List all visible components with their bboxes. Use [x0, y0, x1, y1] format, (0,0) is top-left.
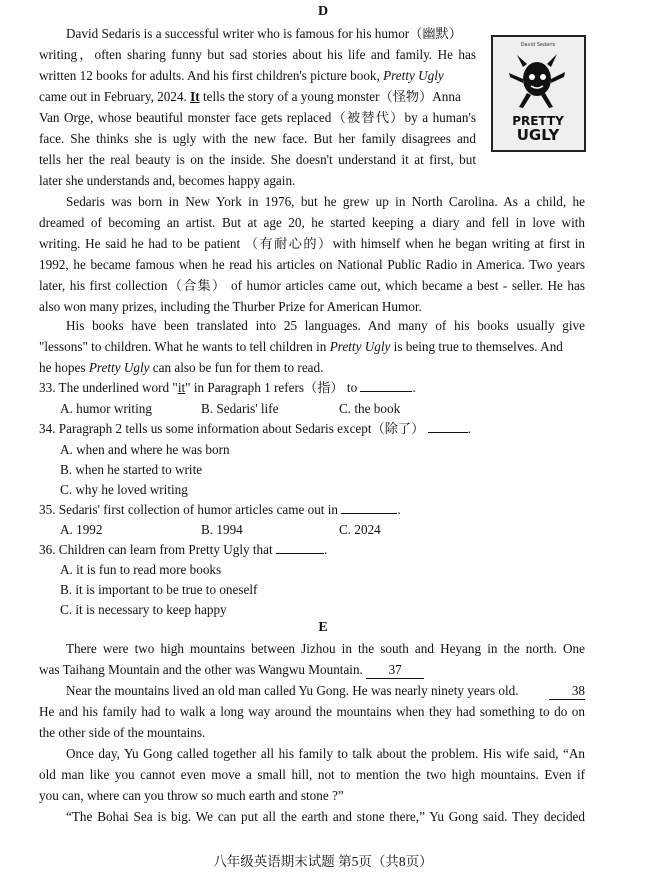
d-p2-line4: 1992, he became famous when he read his articles on National Public Radio in America. Two years	[39, 257, 585, 272]
e-p3-line1: Once day, Yu Gong called together all his family to talk about the problem. His wife said, “An	[66, 746, 585, 761]
d-p2-line1: Sedaris was born in New York in 1976, but he grew up in North Carolina. As a child, he	[66, 194, 585, 209]
d-p1-line4-rest: tells the story of a young monster（怪物）Anna	[199, 89, 461, 104]
d-p1-line4-text: came out in February, 2024.	[39, 89, 191, 104]
d-p3-line2-rest: is being true to themselves. And	[390, 339, 563, 354]
e-p1-line2-text: was Taihang Mountain and the other was Wangwu Mountain.	[39, 662, 363, 677]
d-p1-book-title: Pretty Ugly	[383, 68, 444, 83]
e-p3-line3: you can, where can you throw so much earth and stone ?”	[39, 788, 344, 803]
e-p3-line2: old man like you cannot even move a small hill, not to mention the two high mountains. Even if	[39, 767, 585, 782]
q33-answer-blank[interactable]	[360, 380, 412, 392]
book-cover-title-line1: PRETTY	[512, 114, 564, 128]
q36-option-b[interactable]: B. it is important to be true to oneself	[60, 582, 258, 597]
q33-stem-b: " in Paragraph 1 refers（指） to	[185, 380, 358, 395]
d-p2-line5: later, his first collection（合集） of humor articles came out, which became a best - seller. He has	[39, 278, 585, 293]
d-p1-line4	[39, 89, 461, 105]
book-cover-illustration	[493, 37, 584, 150]
question-35-stem: 35. Sedaris' first collection of humor articles came out in .	[39, 502, 401, 517]
d-p3-book-title-2: Pretty Ugly	[88, 360, 150, 375]
blank-38[interactable]: 38	[549, 683, 585, 700]
d-p2-line3: writing. He said he had to be patient （有耐心的）with himself when he began writing at first in	[39, 236, 585, 251]
q35-option-a[interactable]: A. 1992	[60, 522, 103, 537]
d-p1-line6: face. She thinks she is ugly with the new face. But her family disagrees and	[39, 131, 476, 146]
q35-stem-text: 35. Sedaris' first collection of humor articles came out in	[39, 502, 339, 517]
q35-option-c[interactable]: C. 2024	[339, 522, 381, 537]
book-cover-title-line2: UGLY	[516, 126, 560, 144]
q35-answer-blank[interactable]	[341, 502, 397, 514]
question-36-stem: 36. Children can learn from Pretty Ugly that .	[39, 542, 328, 557]
e-p2-line1	[66, 683, 585, 700]
d-p2-line2: dreamed of becoming an artist. But at age 20, he started keeping a diary and fell in love with	[39, 215, 585, 230]
d-p1-line1: David Sedaris is a successful writer who is famous for his humor（幽默）	[66, 26, 462, 41]
q34-option-b[interactable]: B. when he started to write	[60, 462, 203, 477]
q33-stem-a: 33. The underlined word "	[39, 380, 178, 395]
e-p1-line1: There were two high mountains between Jizhou in the south and Heyang in the north. One	[66, 641, 585, 656]
d-p1-line2: writing，often sharing funny but sad stories about his life and family. He has	[39, 47, 476, 62]
q33-option-c[interactable]: C. the book	[339, 401, 401, 416]
book-cover-image	[491, 35, 586, 152]
q35-option-b[interactable]: B. 1994	[201, 522, 243, 537]
d-p3-line2	[39, 339, 585, 355]
page-footer: 八年级英语期末试题 第5页（共8页）	[213, 854, 433, 869]
d-p3-line3	[39, 360, 323, 376]
blank-37[interactable]: 37	[366, 662, 424, 679]
q33-option-a[interactable]: A. humor writing	[60, 401, 152, 416]
e-p1-line2	[39, 662, 424, 679]
d-p3-line3-rest: can also be fun for them to read.	[149, 360, 324, 375]
q34-option-a[interactable]: A. when and where he was born	[60, 442, 230, 457]
book-cover-author: David Sedaris	[520, 42, 556, 48]
d-p1-line7: tells her the real beauty is on the inside. She doesn't understand it at first, but	[39, 152, 476, 167]
d-p3-book-title: Pretty Ugly	[329, 339, 391, 354]
d-p3-line1: His books have been translated into 25 languages. And many of his books usually give	[66, 318, 585, 333]
q33-option-b[interactable]: B. Sedaris' life	[201, 401, 279, 416]
q36-option-c[interactable]: C. it is necessary to keep happy	[60, 602, 227, 617]
q34-option-c[interactable]: C. why he loved writing	[60, 482, 188, 497]
q36-stem-text: 36. Children can learn from Pretty Ugly that	[39, 542, 273, 557]
question-34-stem: 34. Paragraph 2 tells us some information about Sedaris except（除了） .	[39, 421, 471, 436]
d-p3-line3-text: he hopes	[39, 360, 89, 375]
q36-answer-blank[interactable]	[276, 542, 324, 554]
e-p2-line3: the other side of the mountains.	[39, 725, 206, 740]
q34-answer-blank[interactable]	[428, 421, 468, 433]
d-p1-underlined-it: It	[190, 89, 200, 104]
d-p3-line2-text: "lessons" to children. What he wants to tell children in	[39, 339, 330, 354]
d-p1-line8: later she understands and, becomes happy again.	[39, 173, 296, 188]
section-e-label: E	[318, 620, 328, 635]
q36-option-a[interactable]: A. it is fun to read more books	[60, 562, 222, 577]
question-33-stem: 33. The underlined word "it" in Paragraph 1 refers（指） to .	[39, 380, 416, 395]
d-p1-line3	[39, 68, 444, 84]
q33-underlined-it: it	[177, 380, 186, 395]
e-p4-line1: “The Bohai Sea is big. We can put all the earth and stone there,” Yu Gong said. They decided	[66, 809, 585, 824]
section-d-label: D	[317, 4, 329, 19]
d-p1-line3-text: written 12 books for adults. And his first children's picture book,	[39, 68, 384, 83]
q34-stem-text: 34. Paragraph 2 tells us some information about Sedaris except（除了）	[39, 421, 425, 436]
d-p1-line5: Van Orge, whose beautiful monster face gets replaced（被替代）by a human's	[39, 110, 476, 125]
e-p2-line1-text: Near the mountains lived an old man called Yu Gong. He was nearly ninety years old.	[66, 683, 519, 698]
d-p2-line6: also won many prizes, including the Thurber Prize for American Humor.	[39, 299, 422, 314]
e-p2-line2: He and his family had to walk a long way around the mountains when they had something to do on	[39, 704, 585, 719]
